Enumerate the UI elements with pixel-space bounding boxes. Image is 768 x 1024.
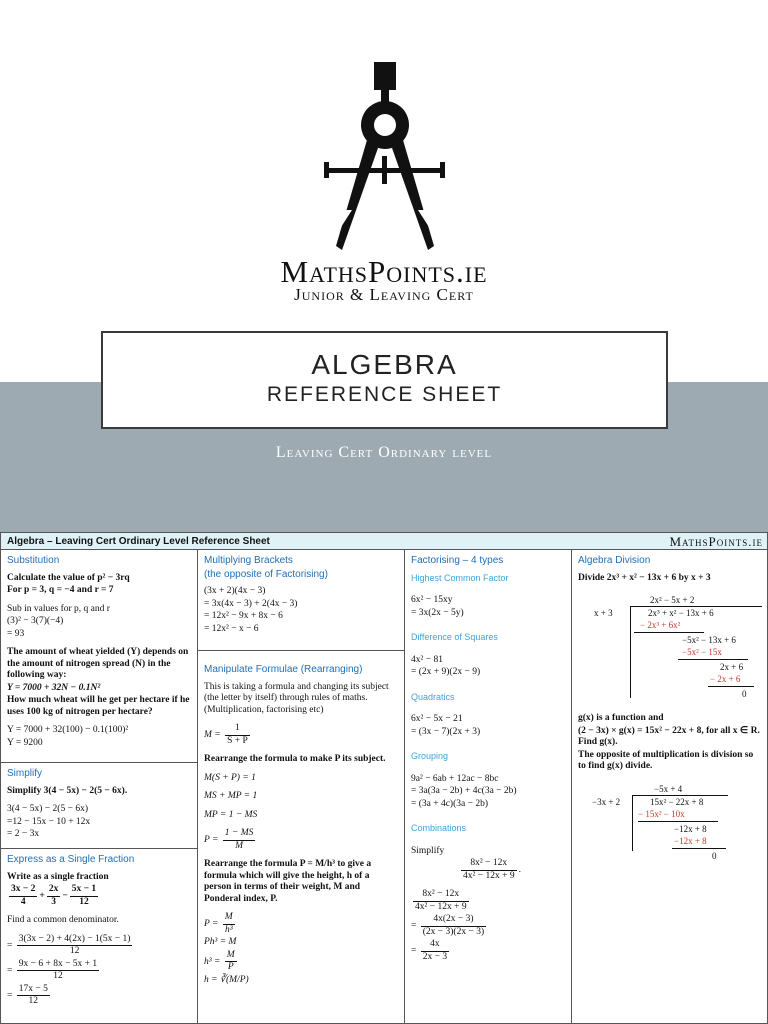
manipulate-section [198,650,404,986]
quadratics-heading: Quadratics [411,691,455,702]
column-2 [198,550,405,1024]
brackets-line-4: = 12x² − x − 6 [204,623,259,634]
brand-name: MathsPoints.ie [280,254,488,289]
simplify-question: Simplify 3(4 − 5x) − 2(5 − 6x). [7,785,128,796]
combinations-line-3: = $\frac{4x}{2x - 3}$ [411,939,448,962]
manipulate-step-4: P = $\frac{1 - MS}{M}$ [204,828,254,851]
substitution-section [1,550,197,762]
sheet-header-brand: MathsPoints.ie [669,534,763,549]
sheet-header [1,533,767,550]
manipulate-step-2: MS + MP = 1 [204,791,258,801]
combinations-expression: $\frac{\text{8x² − 12x}}{\text{4x² − 12x + 9}}$ . [463,858,521,881]
division-question: Divide 2x³ + x² − 13x + 6 by x + 3 [578,572,711,583]
ld2-dividend: 15x² − 22x + 8 [650,796,704,807]
factorising-section [405,550,571,963]
manipulate-heading: Manipulate Formulae (Rearranging) [204,664,363,675]
ld1-divisor: x + 3 [594,608,613,618]
ld1-remainder-1: −5x² − 13x + 6 [682,635,736,645]
column-1 [1,550,198,1024]
grouping-heading: Grouping [411,751,449,761]
hcf-line-2: = 3x(2x − 5y) [411,607,464,618]
single-fraction-line-3: = $\frac{17x - 5}{12}$ [7,983,48,1006]
compass-logo-icon [320,60,448,252]
ponderal-step-4: h = ∛(M/P) [204,974,249,985]
factorising-heading: Factorising – 4 types [411,555,504,566]
ponderal-step-3: h³ = $\frac{M}{P}$ [204,949,235,972]
long-division-2 [578,784,762,864]
simplify-line-1: 3(4 − 5x) − 2(5 − 6x) [7,804,88,814]
gx-line-2: (2 − 3x) × g(x) = 15x² − 22x + 8, for all x ∈ R. Find g(x). [578,725,760,747]
brackets-section [198,550,404,650]
manipulate-task-2: Rearrange the formula P = M/h³ to give a formula which will give the height, h of a person in terms of their weight, M and Ponderal index, P. [204,859,372,904]
wheat-question-2: How much wheat will he get per hectare if he uses 100 kg of nitrogen per hectare? [7,695,190,717]
single-fraction-expression: $\frac{3x - 2}{4}$ + $\frac{2x}{3}$ − $\frac{5x - 1}{12}$ [11,884,97,907]
gx-line-1: g(x) is a function and [578,713,664,723]
simplify-section [1,762,197,848]
sub-step-3: = 93 [7,628,25,639]
dos-line-1: 4x² − 81 [411,654,443,665]
sub-step-1: Sub in values for p, q and r [7,603,110,614]
dos-line-2: = (2x + 9)(2x − 9) [411,667,481,677]
brackets-line-1: (3x + 2)(4x − 3) [204,586,266,596]
wheat-question-1: The amount of wheat yielded (Y) depends on the amount of nitrogen spread (N) in the following way: [7,647,189,680]
reference-sheet [0,532,768,1024]
quadratics-line-1: 6x² − 5x − 21 [411,714,463,724]
single-fraction-line-1: = $\frac{3(3x - 2) + 4(2x) - 1(5x - 1)}{12}$ [7,933,131,956]
quadratics-line-2: = (3x − 7)(2x + 3) [411,726,481,737]
grouping-line-1: 9a² − 6ab + 12ac − 8bc [411,773,499,784]
dos-heading: Difference of Squares [411,632,498,642]
combinations-heading: Combinations [411,823,467,833]
ld2-subtract-2: −12x + 8 [674,835,707,846]
gx-line-3: The opposite of multiplication is division so to find g(x) divide. [578,749,754,771]
substitution-heading: Substitution [7,555,60,566]
brackets-heading: Multiplying Brackets [204,555,293,566]
ld2-quotient: −5x + 4 [654,783,683,794]
ld1-subtract-3: − 2x + 6 [710,674,741,684]
title-box [101,331,668,429]
column-3 [405,550,572,1024]
manipulate-intro: This is taking a formula and changing its subject (the letter by itself) through rules of maths. (Multiplication, factorising etc) [204,681,389,715]
ld1-subtract-2: −5x² − 15x [682,647,722,657]
level-label: Leaving Cert Ordinary level [275,444,493,461]
ld2-remainder-2: 0 [712,850,717,861]
single-fraction-step: Find a common denominator. [7,915,119,925]
ld2-remainder-1: −12x + 8 [674,823,707,834]
manipulate-step-1: M(S + P) = 1 [204,772,256,783]
ld1-remainder-3: 0 [742,689,747,699]
ld1-subtract-1: − 2x³ + 6x² [640,620,681,630]
combinations-line-1: $\frac{\text{8x² − 12x}}{\text{4x² − 12x + 9}}$ [415,889,467,912]
sub-question-2: For p = 3, q = −4 and r = 7 [7,585,114,595]
single-fraction-heading: Express as a Single Fraction [7,854,135,865]
ponderal-step-1: P = $\frac{M}{\text{h³}}$ [204,912,233,935]
page-title: ALGEBRA [311,349,458,380]
ld2-divisor: −3x + 2 [592,796,621,807]
combinations-line-2: = $\frac{4x(2x - 3)}{(2x - 3)(2x - 3)}$ [411,914,485,937]
single-fraction-section [1,848,197,1008]
ld1-dividend: 2x³ + x² − 13x + 6 [648,608,714,618]
combinations-simplify: Simplify [411,845,445,856]
wheat-formula: Y = 7000 + 32N − 0.1N² [7,682,101,693]
single-fraction-question: Write as a single fraction [7,871,109,882]
ld1-remainder-2: 2x + 6 [720,662,744,672]
wheat-step-1: Y = 7000 + 32(100) − 0.1(100)² [7,725,129,735]
sub-step-2: (3)² − 3(7)(−4) [7,616,64,626]
brackets-heading-2: (the opposite of Factorising) [204,568,328,580]
grouping-line-2: = 3a(3a − 2b) + 4c(3a − 2b) [411,786,517,796]
page-subtitle: REFERENCE SHEET [266,383,503,406]
column-4 [572,550,768,1024]
hcf-heading: Highest Common Factor [411,572,509,583]
ld2-subtract-1: − 15x² − 10x [638,808,685,819]
simplify-line-3: = 2 − 3x [7,829,40,839]
division-section [572,550,768,864]
sub-question-1: Calculate the value of p² − 3rq [7,572,130,583]
manipulate-step-3: MP = 1 − MS [204,809,258,820]
ponderal-step-2: Ph³ = M [204,937,237,947]
simplify-heading: Simplify [7,768,43,779]
division-heading: Algebra Division [578,555,651,566]
long-division-1 [578,595,762,707]
sheet-header-title: Algebra – Leaving Cert Ordinary Level Reference Sheet [7,536,270,547]
hcf-line-1: 6x² − 15xy [411,595,453,605]
simplify-line-2: =12 − 15x − 10 + 12x [7,816,91,827]
brackets-line-2: = 3x(4x − 3) + 2(4x − 3) [204,598,298,609]
ld1-quotient: 2x² − 5x + 2 [650,595,695,605]
manipulate-formula: M = $\frac{1}{S + P}$ [204,723,248,746]
brackets-line-3: = 12x² − 9x + 8x − 6 [204,611,283,621]
single-fraction-line-2: = $\frac{9x - 6 + 8x - 5x + 1}{12}$ [7,958,98,981]
grouping-line-3: = (3a + 4c)(3a − 2b) [411,798,489,809]
manipulate-task: Rearrange the formula to make P its subject. [204,754,386,764]
brand-tagline: Junior & Leaving Cert [294,285,474,304]
wheat-step-2: Y = 9200 [7,737,43,748]
